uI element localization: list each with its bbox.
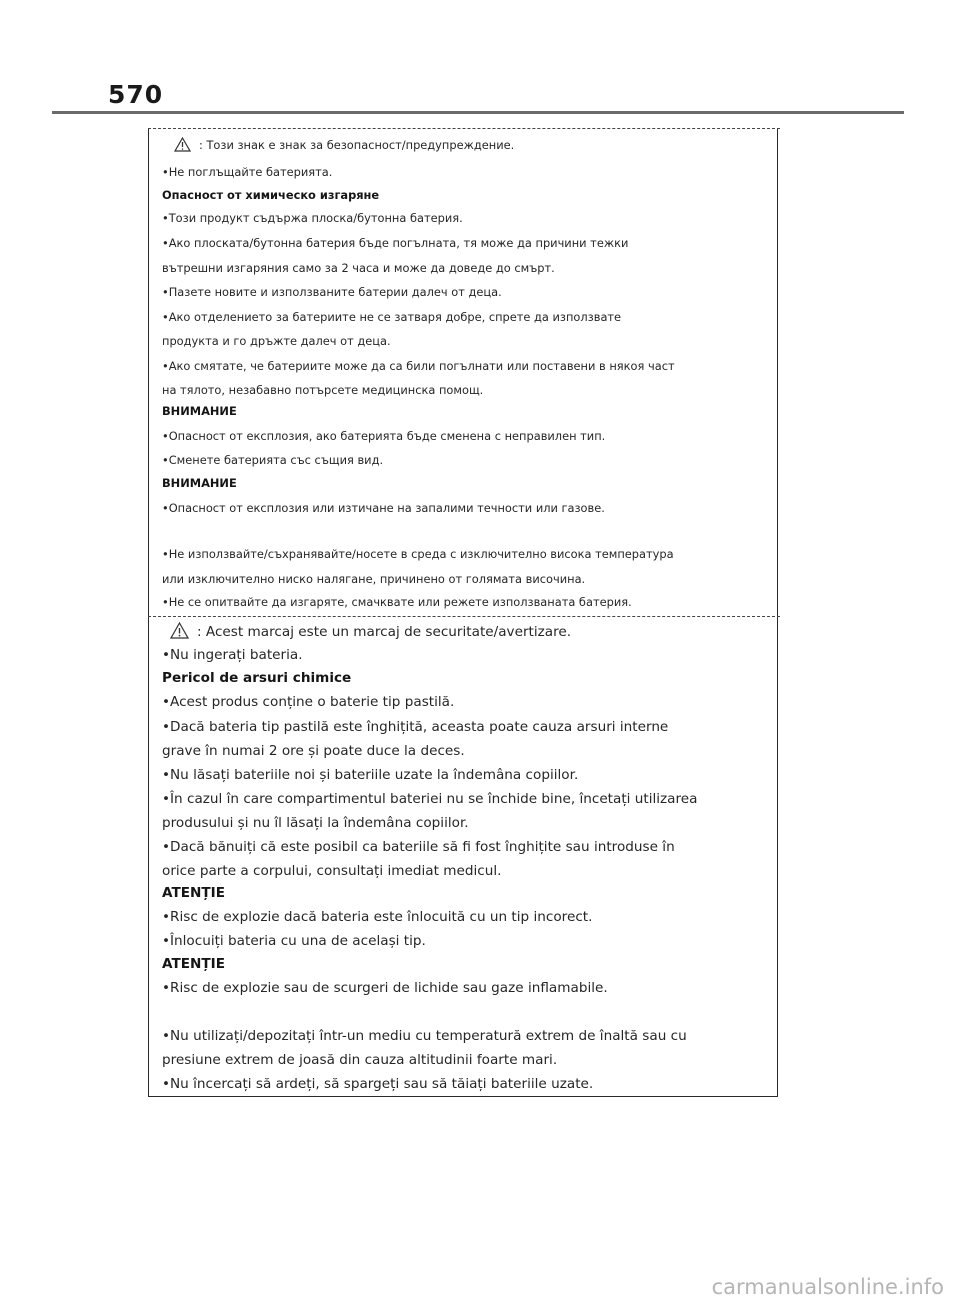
ro-line: •Risc de explozie dacă bateria este înlocuită cu un tip incorect. (162, 909, 593, 925)
bg-heading: ВНИМАНИЕ (162, 476, 237, 490)
bg-line: •Ако плоската/бутонна батерия бъде погълната, тя може да причини тежки (162, 236, 629, 250)
warning-triangle-icon (170, 622, 189, 643)
bg-line: •Ако смятате, че батериите може да са били погълнати или поставени в някоя част (162, 359, 675, 373)
ro-line: •Risc de explozie sau de scurgeri de lichide sau gaze inflamabile. (162, 980, 608, 996)
ro-line: •Nu încercați să ardeți, să spargeți sau să tăiați bateriile uzate. (162, 1076, 594, 1092)
ro-line: •Dacă bateria tip pastilă este înghițită, aceasta poate cauza arsuri interne (162, 719, 669, 735)
site-watermark: carmanualsonline.info (711, 1275, 944, 1299)
bg-line: •Не използвайте/съхранявайте/носете в среда с изключително висока температура (162, 547, 674, 561)
bg-line: •Пазете новите и използваните батерии далеч от деца. (162, 285, 502, 299)
bg-line: продукта и го дръжте далеч от деца. (162, 334, 391, 348)
bg-line: •Сменете батерията със същия вид. (162, 453, 384, 467)
ro-sign-text: : Acest marcaj este un marcaj de securitate/avertizare. (197, 624, 572, 640)
bg-line: •Не поглъщайте батерията. (162, 165, 333, 179)
ro-line: •Nu utilizați/depozitați într-un mediu cu temperatură extrem de înaltă sau cu (162, 1028, 687, 1044)
ro-heading: Pericol de arsuri chimice (162, 670, 352, 686)
ro-line: •În cazul în care compartimentul bateriei nu se închide bine, încetați utilizarea (162, 791, 698, 807)
bg-line: •Опасност от експлозия или изтичане на запалими течности или газове. (162, 501, 605, 515)
page-number: 570 (108, 80, 164, 109)
ro-line: presiune extrem de joasă din cauza altitudinii foarte mari. (162, 1052, 558, 1068)
ro-heading: ATENȚIE (162, 956, 226, 972)
bg-line: вътрешни изгаряния само за 2 часа и може да доведе до смърт. (162, 261, 555, 275)
warning-triangle-icon (174, 137, 191, 155)
bg-line: •Не се опитвайте да изгаряте, смачквате или режете използваната батерия. (162, 595, 632, 609)
ro-line: •Acest produs conține o baterie tip pastilă. (162, 694, 455, 710)
ro-line: •Nu ingerați bateria. (162, 647, 303, 663)
ro-safety-sign-line (170, 622, 571, 643)
ro-line: grave în numai 2 ore și poate duce la deces. (162, 743, 465, 759)
ro-line: •Înlocuiți bateria cu una de același tip. (162, 933, 426, 949)
bg-line: на тялото, незабавно потърсете медицинска помощ. (162, 383, 484, 397)
ro-line: orice parte a corpului, consultați imediat medicul. (162, 863, 502, 879)
bg-heading: Опасност от химическо изгаряне (162, 188, 380, 202)
bg-line: •Този продукт съдържа плоска/бутонна батерия. (162, 211, 463, 225)
section-divider (148, 616, 780, 617)
ro-line: •Nu lăsați bateriile noi și bateriile uzate la îndemâna copiilor. (162, 767, 579, 783)
bg-sign-text: : Този знак е знак за безопасност/предупреждение. (199, 138, 515, 152)
bg-heading: ВНИМАНИЕ (162, 404, 237, 418)
top-dashed-rule (148, 128, 780, 129)
bg-line: или изключително ниско налягане, причинено от голямата височина. (162, 572, 586, 586)
ro-line: produsului și nu îl lăsați la îndemâna copiilor. (162, 815, 469, 831)
ro-line: •Dacă bănuiți că este posibil ca bateriile să fi fost înghițite sau introduse în (162, 839, 675, 855)
header-rule (52, 111, 904, 114)
ro-heading: ATENȚIE (162, 885, 226, 901)
bg-line: •Опасност от експлозия, ако батерията бъде сменена с неправилен тип. (162, 429, 606, 443)
bg-line: •Ако отделението за батериите не се затваря добре, спрете да използвате (162, 310, 622, 324)
bg-safety-sign-line (174, 137, 514, 155)
